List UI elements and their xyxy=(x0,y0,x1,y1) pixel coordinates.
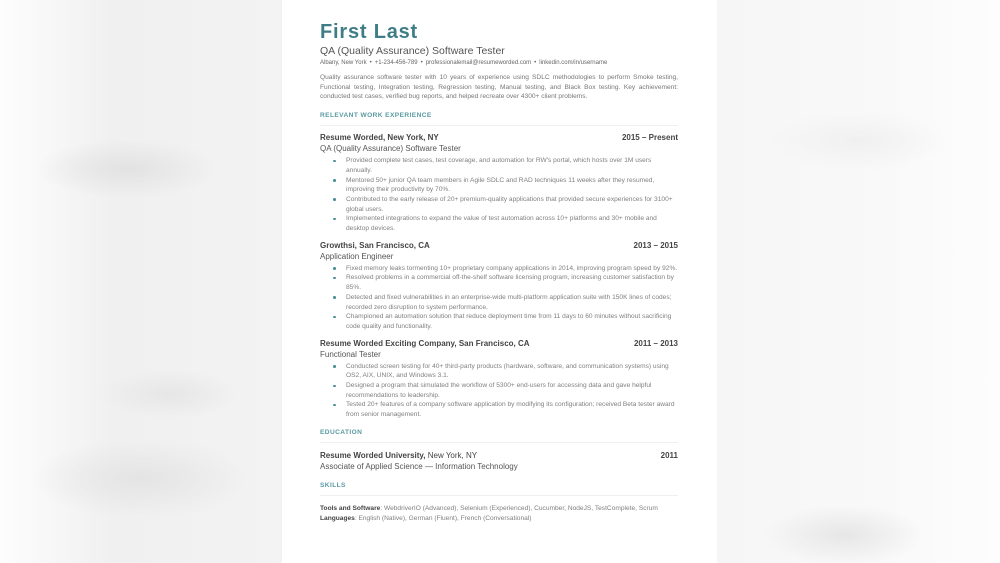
job-bullet: Fixed memory leaks tormenting 10+ proprietary company applications in 2014, improving program speed by 92%. xyxy=(346,264,678,272)
education-school: Resume Worded University, xyxy=(320,450,426,460)
contact-separator: • xyxy=(534,60,537,66)
job-role: Functional Tester xyxy=(320,349,381,359)
contact-separator: • xyxy=(369,60,372,66)
job-bullets xyxy=(320,362,678,420)
section-heading-experience: RELEVANT WORK EXPERIENCE xyxy=(320,112,432,120)
skills-block xyxy=(320,504,678,523)
contact-phone: +1-234-456-789 xyxy=(374,60,418,66)
job-header xyxy=(320,339,678,349)
resume-page xyxy=(282,0,717,563)
job-bullet: Resolved problems in a commercial off-the-shelf software licensing program, increasing customer satisfaction by 85%. xyxy=(346,273,678,292)
job-dates: 2011 – 2013 xyxy=(633,338,678,348)
skills-tools xyxy=(320,504,678,514)
candidate-name: First Last xyxy=(320,21,419,43)
education-header xyxy=(320,451,678,461)
section-divider xyxy=(320,442,678,443)
contact-location: Albany, New York xyxy=(320,60,367,66)
job-role: Application Engineer xyxy=(320,251,394,261)
job-company: Resume Worded Exciting Company, San Francisco, CA xyxy=(320,338,530,348)
contact-email[interactable]: professionalemail@resumeworded.com xyxy=(425,60,532,66)
blurred-background-left xyxy=(0,0,282,563)
resume-content xyxy=(320,20,678,523)
job-bullets xyxy=(320,156,678,234)
job-dates: 2013 – 2015 xyxy=(633,240,678,250)
section-heading-education: EDUCATION xyxy=(320,428,363,436)
job-bullet: Mentored 50+ junior QA team members in Agile SDLC and RAD techniques 11 weeks after they resumed, improving their productivity by 70%. xyxy=(346,176,678,195)
skills-languages xyxy=(320,514,678,524)
job-header xyxy=(320,133,678,143)
job-entry xyxy=(320,241,678,332)
job-bullet: Designed a program that simulated the workflow of 5300+ end-users for accessing data and gave helpful recommendations to leadership. xyxy=(346,381,678,400)
job-header xyxy=(320,241,678,251)
job-role: QA (Quality Assurance) Software Tester xyxy=(320,144,461,154)
job-bullet: Implemented integrations to expand the value of test automation across 10+ platforms and 30+ mobile and desktop devices. xyxy=(346,214,678,233)
job-entry xyxy=(320,339,678,420)
skills-tools-value: : WebdriverIO (Advanced), Selenium (Experienced), Cucumber, NodeJS, TestComplete, Scrum xyxy=(380,504,658,512)
section-divider xyxy=(320,495,678,496)
section-divider xyxy=(320,125,678,126)
job-entry xyxy=(320,133,678,234)
job-bullet: Detected and fixed vulnerabilities in an enterprise-wide multi-platform application suite with 150K lines of codes; recorded zero disruption to system performance. xyxy=(346,293,678,312)
candidate-title: QA (Quality Assurance) Software Tester xyxy=(320,45,505,57)
blurred-background-right xyxy=(717,0,1000,563)
education-degree: Associate of Applied Science — Information Technology xyxy=(320,461,518,471)
job-company: Growthsi, San Francisco, CA xyxy=(320,240,430,250)
job-dates: 2015 – Present xyxy=(621,133,678,143)
skills-languages-value: : English (Native), German (Fluent), French (Conversational) xyxy=(354,514,532,522)
section-heading-skills: SKILLS xyxy=(320,481,346,489)
skills-tools-label: Tools and Software xyxy=(320,504,381,512)
job-list xyxy=(320,133,678,420)
job-company: Resume Worded, New York, NY xyxy=(320,133,439,143)
job-bullet: Championed an automation solution that reduce deployment time from 11 days to 60 minutes without sacrificing code quality and functionality. xyxy=(346,312,678,331)
job-bullet: Provided complete test cases, test coverage, and automation for RW's portal, which hosts over 1M users annually. xyxy=(346,156,678,175)
summary: Quality assurance software tester with 10 years of experience using SDLC methodologies to perform Smoke testing, Functional testing, Integration testing, Regression testing, Manual testing, and Black Box testing. Key achievement: conducted test cases, verified bug reports, and helped recreate over 4300+ client problems. xyxy=(320,74,678,101)
education-school-line xyxy=(320,451,477,461)
skills-languages-label: Languages xyxy=(320,514,355,522)
job-bullet: Contributed to the early release of 20+ premium-quality applications that provided secure experiences for 3100+ global users. xyxy=(346,195,678,214)
contact-separator: • xyxy=(420,60,423,66)
education-location: New York, NY xyxy=(427,450,478,460)
job-bullet: Conducted screen testing for 40+ third-party products (hardware, software, and communication systems) using OS2, AIX, UNIX, and Windows 3.1. xyxy=(346,362,678,381)
job-bullet: Tested 20+ features of a company software application by modifying its configuration; received Beta tester award from senior management. xyxy=(346,400,678,419)
contact-linkedin[interactable]: linkedin.com/in/username xyxy=(539,60,608,66)
education-year: 2011 xyxy=(660,450,678,460)
job-bullets xyxy=(320,264,678,332)
contact-line xyxy=(320,59,678,68)
